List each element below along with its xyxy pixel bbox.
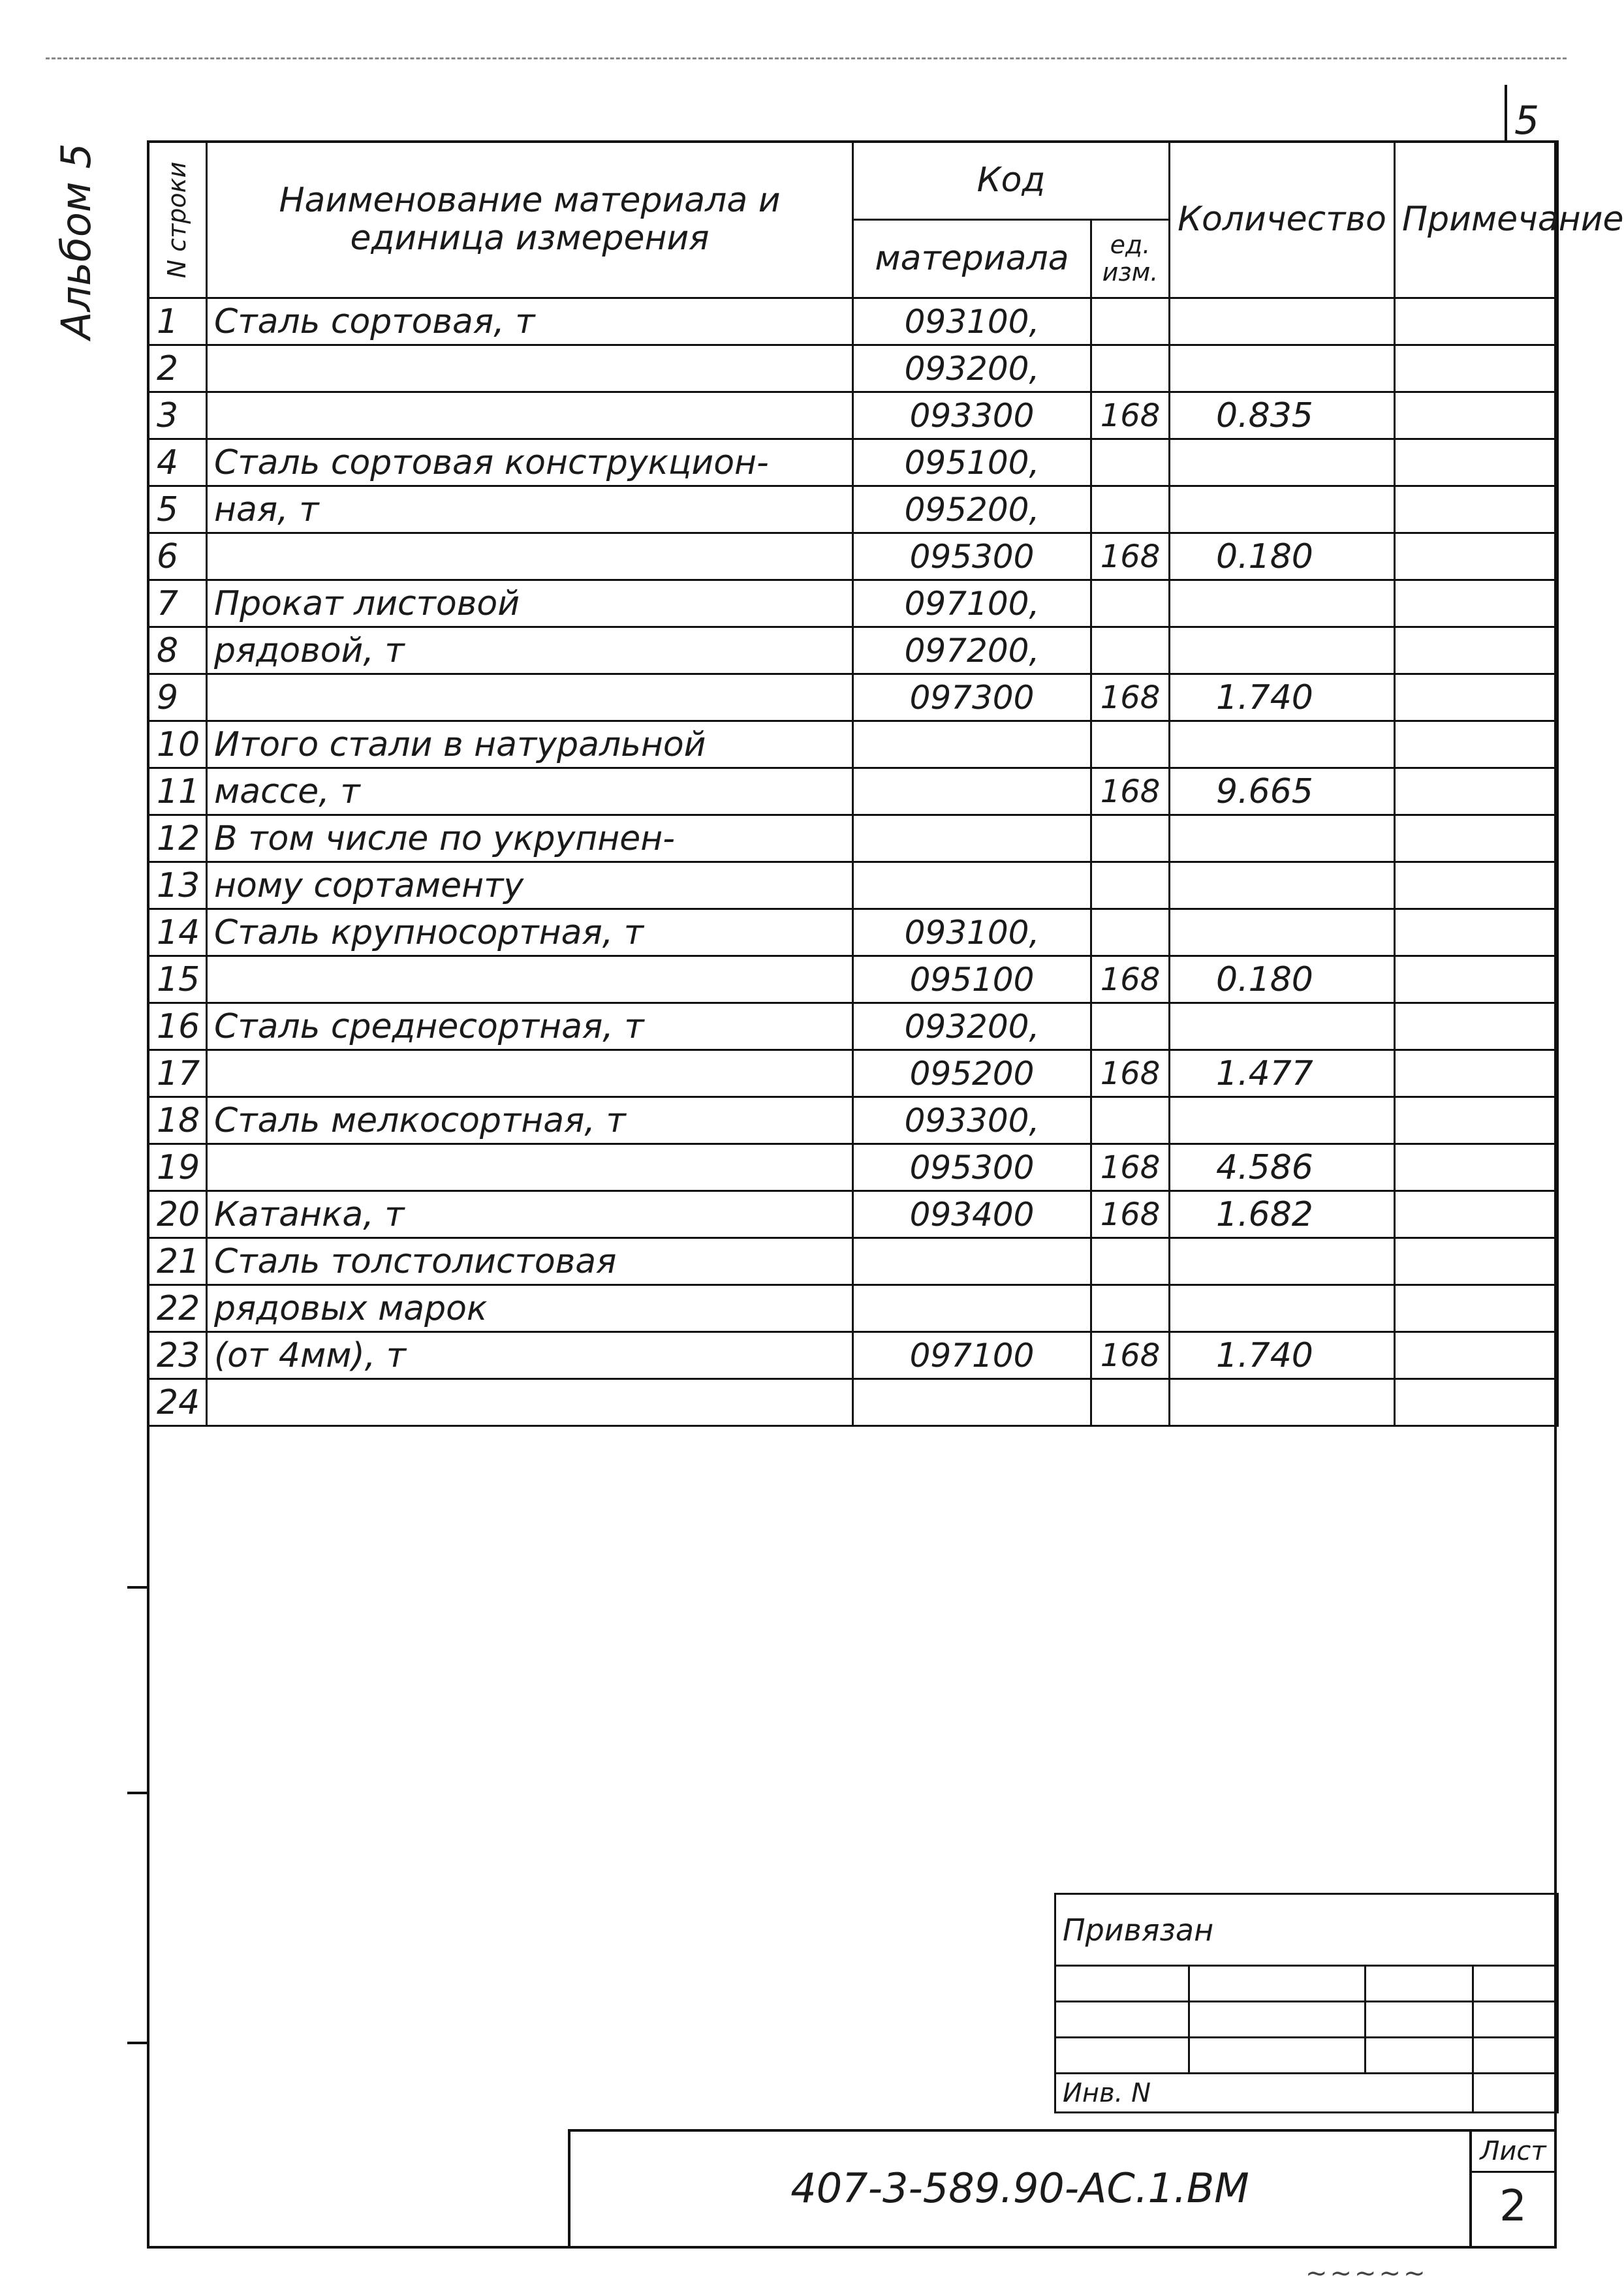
row-number: 19 [148,1144,207,1191]
table-row [148,486,1558,533]
material-code: 095300 [853,533,1091,580]
material-code: 093400 [853,1191,1091,1238]
material-name [207,956,853,1003]
unit-code: 168 [1091,768,1170,815]
material-name: ная, т [207,486,853,533]
table-row [148,345,1558,392]
material-name: ному сортаменту [207,862,853,909]
header-code-material: материала [853,220,1091,298]
material-name [207,533,853,580]
unit-code: 168 [1091,392,1170,439]
table-row [148,392,1558,439]
material-code: 093200, [853,1003,1091,1050]
note [1395,1097,1558,1144]
material-name: (от 4мм), т [207,1332,853,1379]
stamp-cell [1055,2002,1189,2038]
note [1395,1191,1558,1238]
unit-code: 168 [1091,1050,1170,1097]
unit-code [1091,439,1170,486]
note [1395,721,1558,768]
quantity [1170,721,1395,768]
table-row [148,533,1558,580]
material-code [853,768,1091,815]
table-row [148,1191,1558,1238]
album-label: Альбом 5 [52,143,100,339]
material-name [207,1379,853,1426]
row-number: 17 [148,1050,207,1097]
margin-tick [127,1586,148,1589]
row-number: 3 [148,392,207,439]
table-row [148,627,1558,674]
note [1395,909,1558,956]
table-row [148,721,1558,768]
unit-code [1091,1097,1170,1144]
quantity: 0.180 [1170,956,1395,1003]
material-name: рядовых марок [207,1285,853,1332]
material-name: Катанка, т [207,1191,853,1238]
row-number: 7 [148,580,207,627]
unit-code [1091,298,1170,345]
unit-code [1091,486,1170,533]
material-name [207,674,853,721]
unit-code [1091,721,1170,768]
note [1395,392,1558,439]
row-number: 12 [148,815,207,862]
table-row [148,956,1558,1003]
note [1395,627,1558,674]
quantity [1170,1238,1395,1285]
row-number: 6 [148,533,207,580]
unit-code: 168 [1091,674,1170,721]
material-code: 093300, [853,1097,1091,1144]
quantity: 1.740 [1170,674,1395,721]
quantity: 1.477 [1170,1050,1395,1097]
stamp-cell [1189,1966,1366,2002]
title-block [568,2129,1557,2249]
material-code [853,1285,1091,1332]
sheet-box [1469,2132,1554,2246]
unit-code: 168 [1091,1191,1170,1238]
row-number: 15 [148,956,207,1003]
unit-code [1091,1285,1170,1332]
quantity [1170,1003,1395,1050]
row-number: 8 [148,627,207,674]
unit-code [1091,345,1170,392]
material-name: Сталь среднесортная, т [207,1003,853,1050]
corner-divider [1505,85,1507,140]
stamp-cell [1473,2002,1558,2038]
corner-page-number: 5 [1514,98,1540,144]
material-code: 093100, [853,298,1091,345]
unit-code: 168 [1091,1332,1170,1379]
note [1395,1285,1558,1332]
material-name: В том числе по укрупнен- [207,815,853,862]
quantity [1170,439,1395,486]
stamp-cell [1189,2002,1366,2038]
unit-code: 168 [1091,1144,1170,1191]
note [1395,674,1558,721]
table-row [148,580,1558,627]
materials-spec-table [147,140,1624,1427]
note [1395,768,1558,815]
margin-tick [127,1792,148,1794]
unit-code [1091,580,1170,627]
quantity: 1.682 [1170,1191,1395,1238]
note [1395,345,1558,392]
attachment-stamp [1054,1893,1559,2113]
unit-code: 168 [1091,533,1170,580]
row-number: 4 [148,439,207,486]
header-quantity: Количество [1170,142,1395,298]
table-row [148,1238,1558,1285]
note [1395,1003,1558,1050]
table-row [148,862,1558,909]
document-code: 407-3-589.90-АС.1.ВМ [790,2164,1249,2212]
quantity: 1.740 [1170,1332,1395,1379]
material-code: 097100 [853,1332,1091,1379]
material-code: 095100 [853,956,1091,1003]
quantity: 0.835 [1170,392,1395,439]
quantity [1170,1097,1395,1144]
stamp-attached-label: Привязан [1055,1894,1558,1966]
note [1395,1144,1558,1191]
material-name: Прокат листовой [207,580,853,627]
table-row [148,1050,1558,1097]
header-note: Примечание [1395,142,1558,298]
unit-code [1091,815,1170,862]
row-number: 5 [148,486,207,533]
note [1395,486,1558,533]
material-name [207,1144,853,1191]
stamp-cell [1473,1966,1558,2002]
table-row [148,1332,1558,1379]
sheet-label: Лист [1472,2132,1554,2173]
quantity [1170,1285,1395,1332]
unit-code [1091,1003,1170,1050]
unit-code [1091,1238,1170,1285]
row-number: 1 [148,298,207,345]
material-code: 097300 [853,674,1091,721]
table-row [148,815,1558,862]
margin-tick [127,2042,148,2044]
bottom-edge-mark: ~~~~~ [1305,2258,1428,2288]
unit-code [1091,862,1170,909]
material-name: Сталь сортовая конструкцион- [207,439,853,486]
quantity: 9.665 [1170,768,1395,815]
stamp-cell [1366,1966,1473,2002]
note [1395,298,1558,345]
note [1395,1238,1558,1285]
row-number: 14 [148,909,207,956]
scan-top-edge-line [46,57,1567,59]
material-name: Сталь сортовая, т [207,298,853,345]
stamp-cell [1055,2038,1189,2074]
stamp-cell [1473,2074,1558,2113]
row-number: 20 [148,1191,207,1238]
header-material-name: Наименование материала и единица измерения [207,142,853,298]
stamp-cell [1366,2002,1473,2038]
note [1395,1379,1558,1426]
note [1395,815,1558,862]
material-code: 095100, [853,439,1091,486]
row-number: 18 [148,1097,207,1144]
material-code: 093300 [853,392,1091,439]
table-row [148,768,1558,815]
material-code [853,862,1091,909]
material-name [207,392,853,439]
quantity [1170,862,1395,909]
material-code [853,721,1091,768]
material-code: 095300 [853,1144,1091,1191]
material-name [207,345,853,392]
quantity: 0.180 [1170,533,1395,580]
quantity [1170,627,1395,674]
row-number: 23 [148,1332,207,1379]
table-row [148,1097,1558,1144]
material-name [207,1050,853,1097]
material-code: 093100, [853,909,1091,956]
quantity [1170,580,1395,627]
note [1395,580,1558,627]
material-code: 095200, [853,486,1091,533]
quantity [1170,815,1395,862]
header-code: Код [853,142,1170,220]
stamp-cell [1055,1966,1189,2002]
table-row [148,909,1558,956]
header-code-unit: ед. изм. [1091,220,1170,298]
material-code: 097200, [853,627,1091,674]
row-number: 22 [148,1285,207,1332]
note [1395,862,1558,909]
material-code: 097100, [853,580,1091,627]
row-number: 16 [148,1003,207,1050]
material-code: 093200, [853,345,1091,392]
table-row [148,439,1558,486]
stamp-cell [1366,2038,1473,2074]
sheet-number: 2 [1499,2181,1527,2231]
quantity [1170,1379,1395,1426]
material-name: массе, т [207,768,853,815]
note [1395,439,1558,486]
stamp-cell [1189,2038,1366,2074]
unit-code: 168 [1091,956,1170,1003]
row-number: 10 [148,721,207,768]
material-name: Сталь толстолистовая [207,1238,853,1285]
row-number: 24 [148,1379,207,1426]
quantity [1170,909,1395,956]
table-row [148,1285,1558,1332]
note [1395,1050,1558,1097]
material-name: Сталь крупносортная, т [207,909,853,956]
unit-code [1091,627,1170,674]
note [1395,533,1558,580]
material-code [853,1379,1091,1426]
material-name: Сталь мелкосортная, т [207,1097,853,1144]
row-number: 13 [148,862,207,909]
table-row [148,298,1558,345]
note [1395,956,1558,1003]
table-row [148,1003,1558,1050]
material-code [853,1238,1091,1285]
row-number: 9 [148,674,207,721]
table-row [148,1379,1558,1426]
unit-code [1091,909,1170,956]
material-name: Итого стали в натуральной [207,721,853,768]
quantity [1170,345,1395,392]
quantity [1170,298,1395,345]
stamp-inventory-label: Инв. N [1055,2074,1473,2113]
table-row [148,674,1558,721]
row-number: 21 [148,1238,207,1285]
note [1395,1332,1558,1379]
material-name: рядовой, т [207,627,853,674]
quantity: 4.586 [1170,1144,1395,1191]
material-code: 095200 [853,1050,1091,1097]
unit-code [1091,1379,1170,1426]
row-number: 2 [148,345,207,392]
header-row-number: N строки [148,142,207,298]
row-number: 11 [148,768,207,815]
material-code [853,815,1091,862]
quantity [1170,486,1395,533]
stamp-cell [1473,2038,1558,2074]
table-row [148,1144,1558,1191]
